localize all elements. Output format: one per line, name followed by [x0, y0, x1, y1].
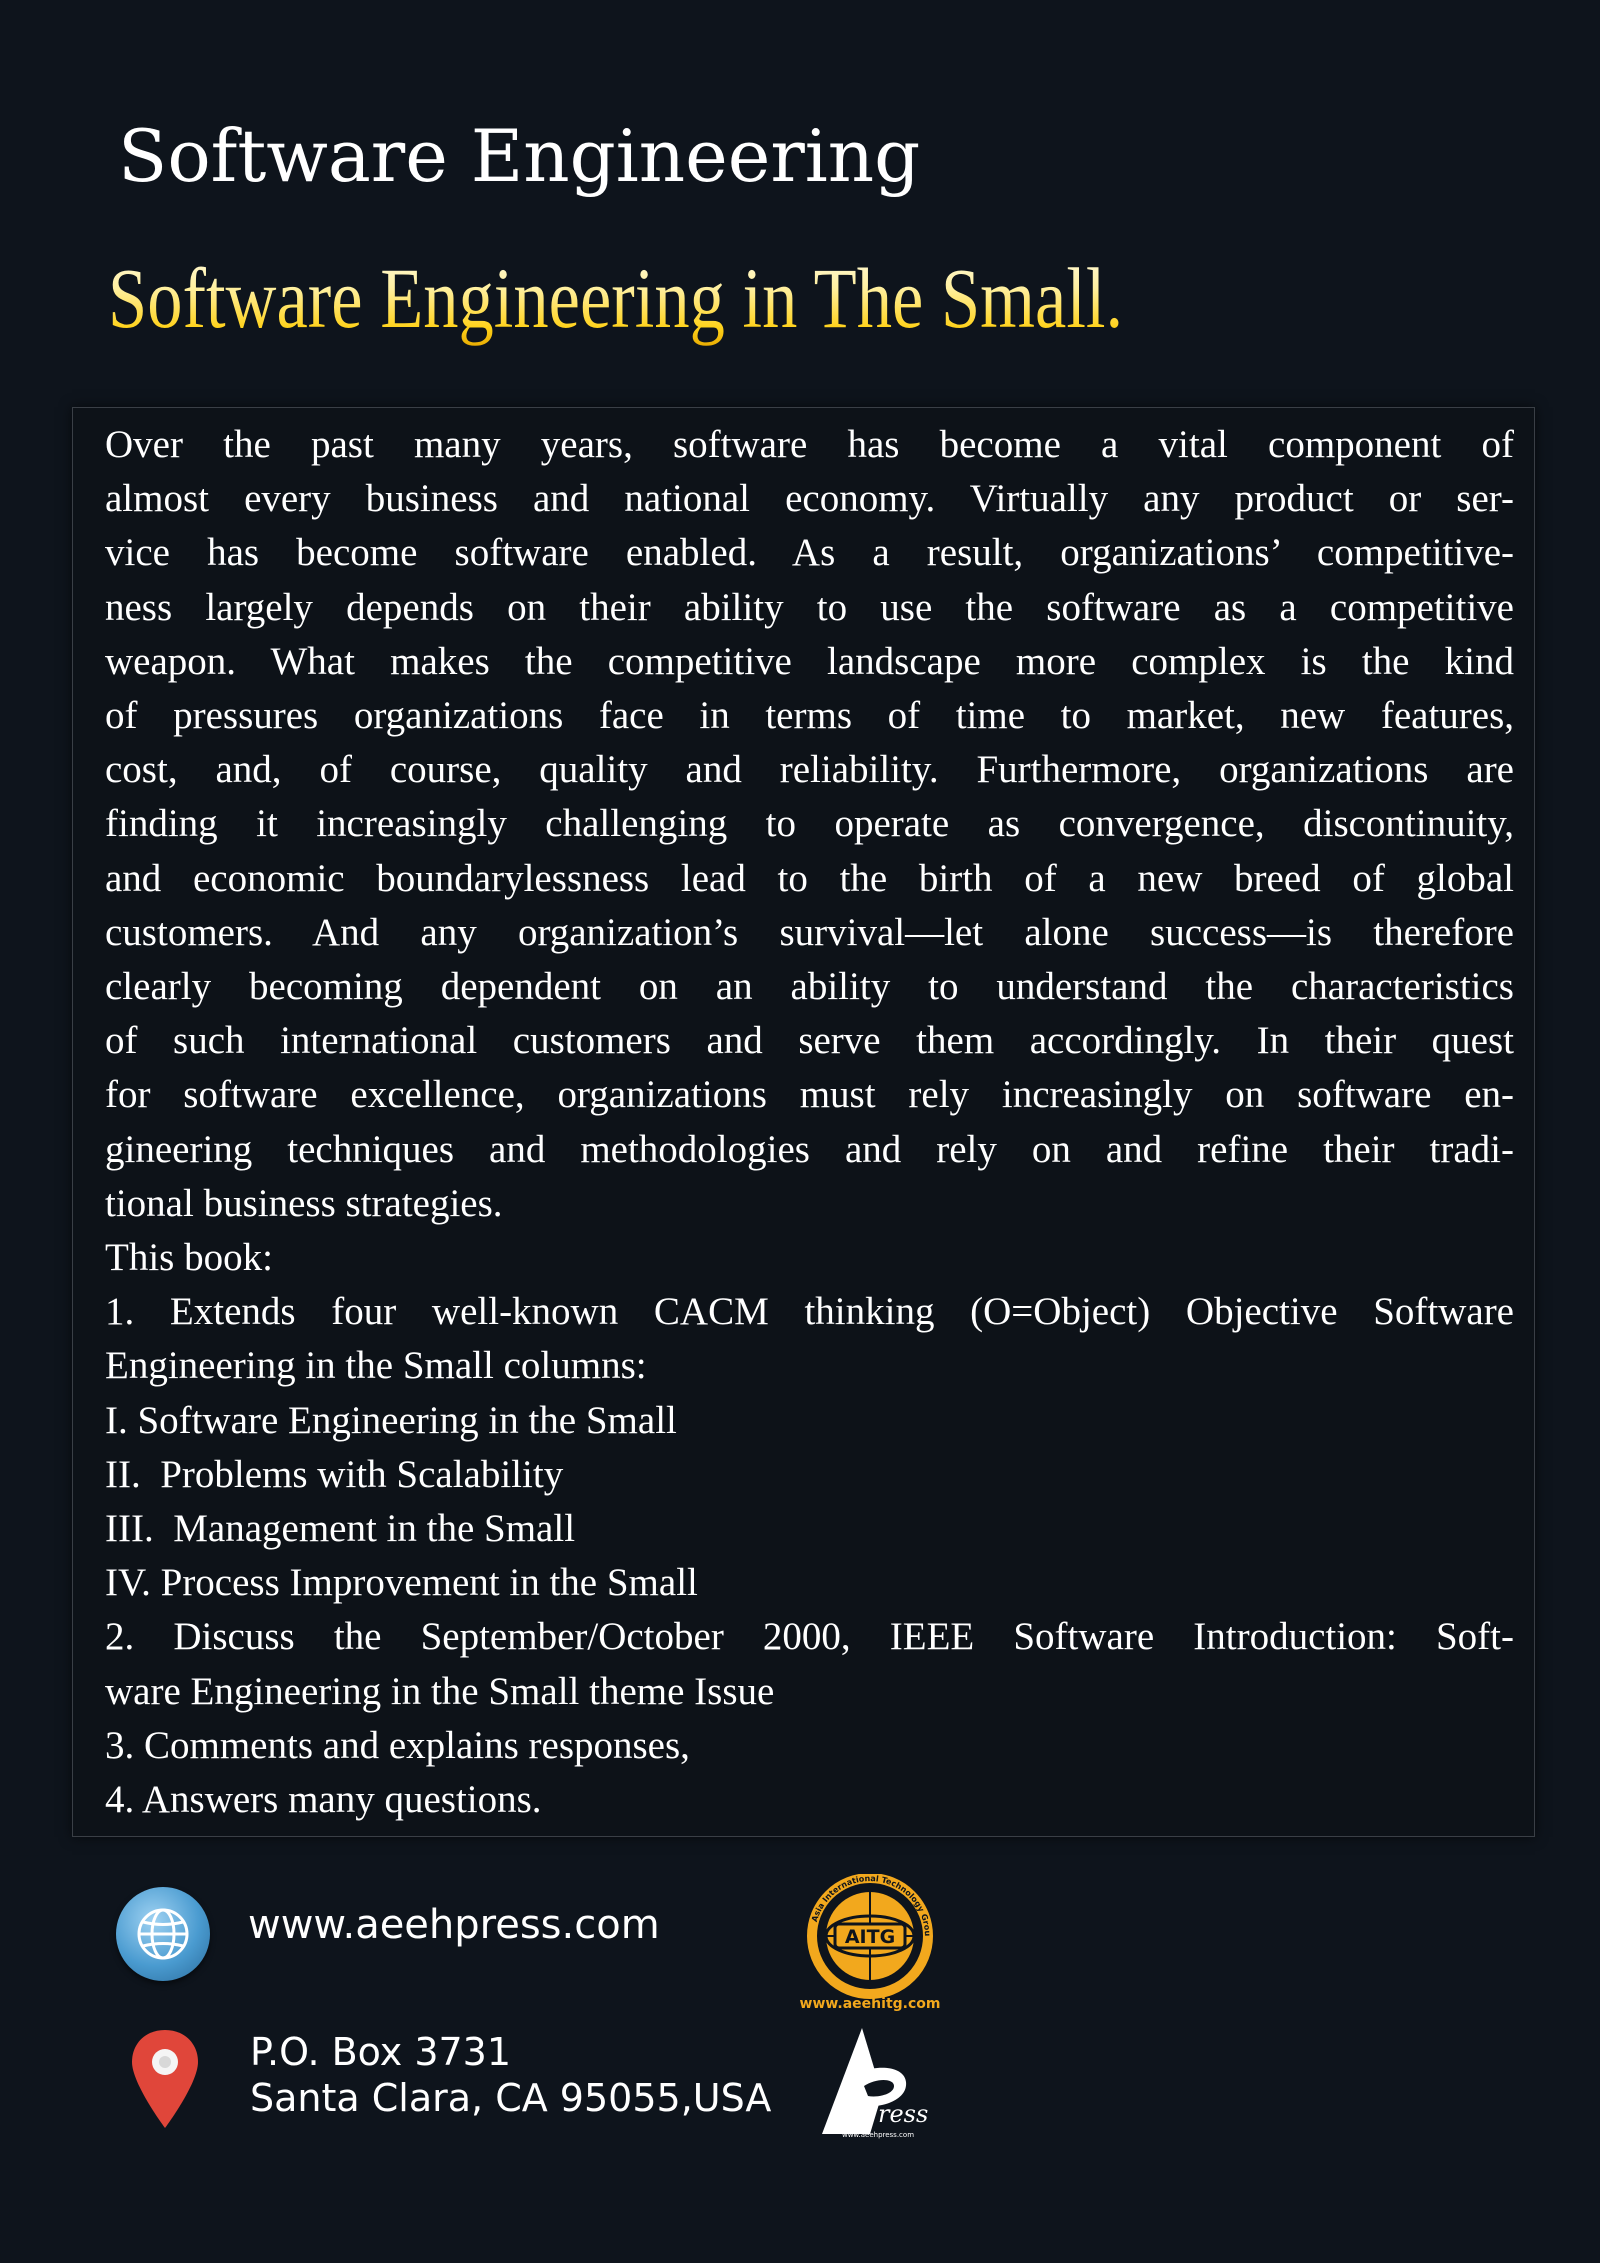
description-line: finding it increasingly challenging to operate as convergence, discontinuity,: [105, 802, 1514, 846]
description-line: tional business strategies.: [105, 1181, 503, 1225]
aitg-logo: [795, 1874, 945, 2014]
list-line: III. Management in the Small: [105, 1507, 576, 1551]
list-line: Engineering in the Small columns:: [105, 1344, 647, 1388]
address-line-2: Santa Clara, CA 95055,USA: [250, 2076, 772, 2120]
location-pin-icon: [128, 2028, 202, 2132]
description-line: almost every business and national economy. Virtually any product or ser-: [105, 477, 1514, 521]
description-line: of pressures organizations face in terms of time to market, new features,: [105, 694, 1514, 738]
list-line: IV. Process Improvement in the Small: [105, 1561, 698, 1605]
list-line: 2. Discuss the September/October 2000, IEEE Software Introduction: Soft-: [105, 1615, 1514, 1659]
description-line: customers. And any organization’s survival—let alone success—is therefore: [105, 910, 1514, 954]
aitg-logo-text: AITG: [844, 1926, 896, 1948]
description-line: and economic boundarylessness lead to the birth of a new breed of global: [105, 856, 1514, 900]
description-line: clearly becoming dependent on an ability to understand the characteristics: [105, 965, 1514, 1009]
description-line: of such international customers and serve them accordingly. In their quest: [105, 1019, 1514, 1063]
description-line: weapon. What makes the competitive landscape more complex is the kind: [105, 639, 1514, 683]
press-logo: [812, 2024, 942, 2144]
series-title: Software Engineering: [118, 114, 921, 198]
description-line: gineering techniques and methodologies and rely on and refine their tradi-: [105, 1127, 1514, 1171]
press-logo-url: www.aeehpress.com: [841, 2131, 915, 2139]
list-line: II. Problems with Scalability: [105, 1452, 564, 1496]
description-line: Over the past many years, software has become a vital component of: [105, 423, 1514, 466]
website-link[interactable]: www.aeehpress.com: [248, 1902, 660, 1948]
description-line: for software excellence, organizations must rely increasingly on software en-: [105, 1073, 1514, 1117]
globe-icon: [116, 1887, 210, 1981]
list-line: 1. Extends four well-known CACM thinking (O=Object) Objective Software: [105, 1290, 1514, 1334]
book-title: Software Engineering in The Small.: [108, 250, 1124, 346]
description-line: cost, and, of course, quality and reliability. Furthermore, organizations are: [105, 748, 1514, 792]
list-line: 4. Answers many questions.: [105, 1778, 542, 1822]
address-line-1: P.O. Box 3731: [250, 2030, 512, 2074]
list-line: ware Engineering in the Small theme Issue: [105, 1669, 775, 1713]
list-line: This book:: [105, 1236, 273, 1280]
description-paragraph: [105, 418, 1514, 1827]
aitg-url: www.aeehitg.com: [799, 1996, 941, 2012]
description-box: [72, 407, 1535, 1837]
description-line: vice has become software enabled. As a result, organizations’ competitive-: [105, 531, 1514, 575]
list-line: I. Software Engineering in the Small: [105, 1398, 677, 1442]
press-logo-text: ress: [878, 2100, 929, 2128]
aitg-logo-arc-text: Asia International Technology Grou: [809, 1874, 933, 1937]
list-line: 3. Comments and explains responses,: [105, 1723, 690, 1767]
description-line: ness largely depends on their ability to use the software as a competitive: [105, 585, 1514, 629]
